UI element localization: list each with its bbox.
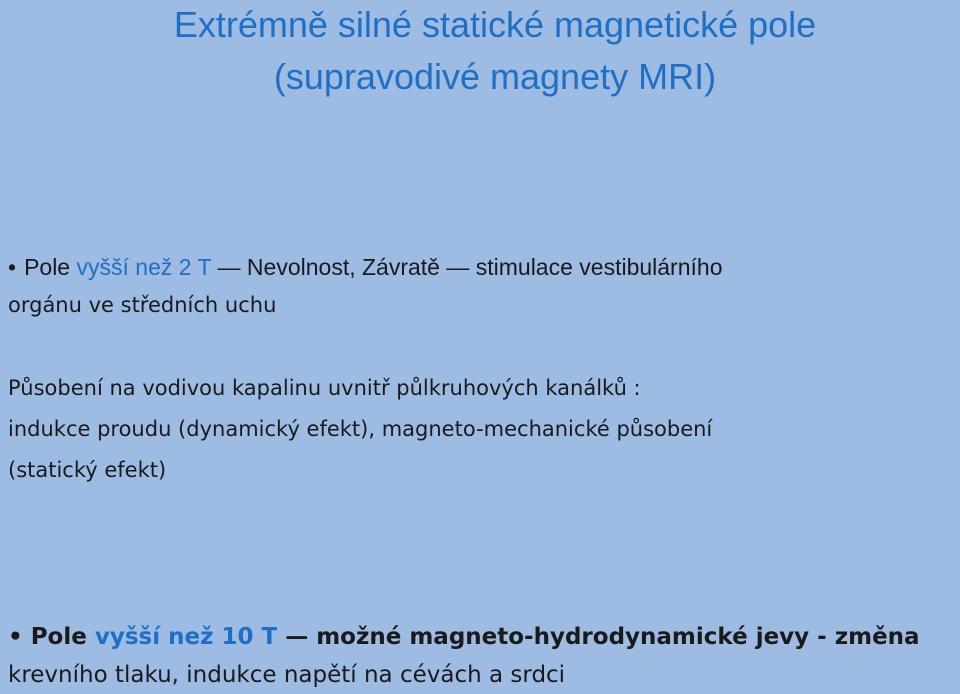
- bullet-item-2t: [8, 248, 722, 324]
- bullet-item-10t-rest: — možné magneto-hydrodynamické jevy - změna: [277, 624, 920, 650]
- bullet-item-10t: [8, 618, 920, 694]
- bullet-dot-icon: •: [8, 254, 17, 280]
- slide-title-line1: Extrémně silné statické magnetické pole: [173, 4, 817, 45]
- bullet-dot-icon: •: [8, 624, 23, 650]
- bullet-item-10t-line1: [8, 618, 920, 656]
- explanation-line2: indukce proudu (dynamický efekt), magneto-mechanické působení: [8, 417, 713, 441]
- bullet-item-10t-threshold: vyšší než 10 T: [94, 624, 278, 650]
- bullet-item-10t-line2: krevního tlaku, indukce napětí na cévách a srdci: [8, 662, 566, 688]
- bullet-item-2t-threshold: vyšší než 2 T: [76, 254, 212, 280]
- bullet-item-2t-line2: orgánu ve středních uchu: [8, 293, 277, 317]
- bullet-item-2t-rest: — Nevolnost, Závratě — stimulace vestibulárního: [211, 254, 723, 280]
- bullet-item-10t-prefix: Pole: [30, 624, 95, 650]
- slide-title-line2: (supravodivé magnety MRI): [273, 56, 717, 97]
- bullet-item-2t-prefix: Pole: [24, 254, 77, 280]
- explanation-line3: (statický efekt): [8, 458, 167, 482]
- explanation-line1: Působení na vodivou kapalinu uvnitř půlkruhových kanálků :: [8, 376, 641, 400]
- bullet-item-2t-line1: [8, 248, 722, 286]
- explanation-paragraph: [8, 368, 712, 491]
